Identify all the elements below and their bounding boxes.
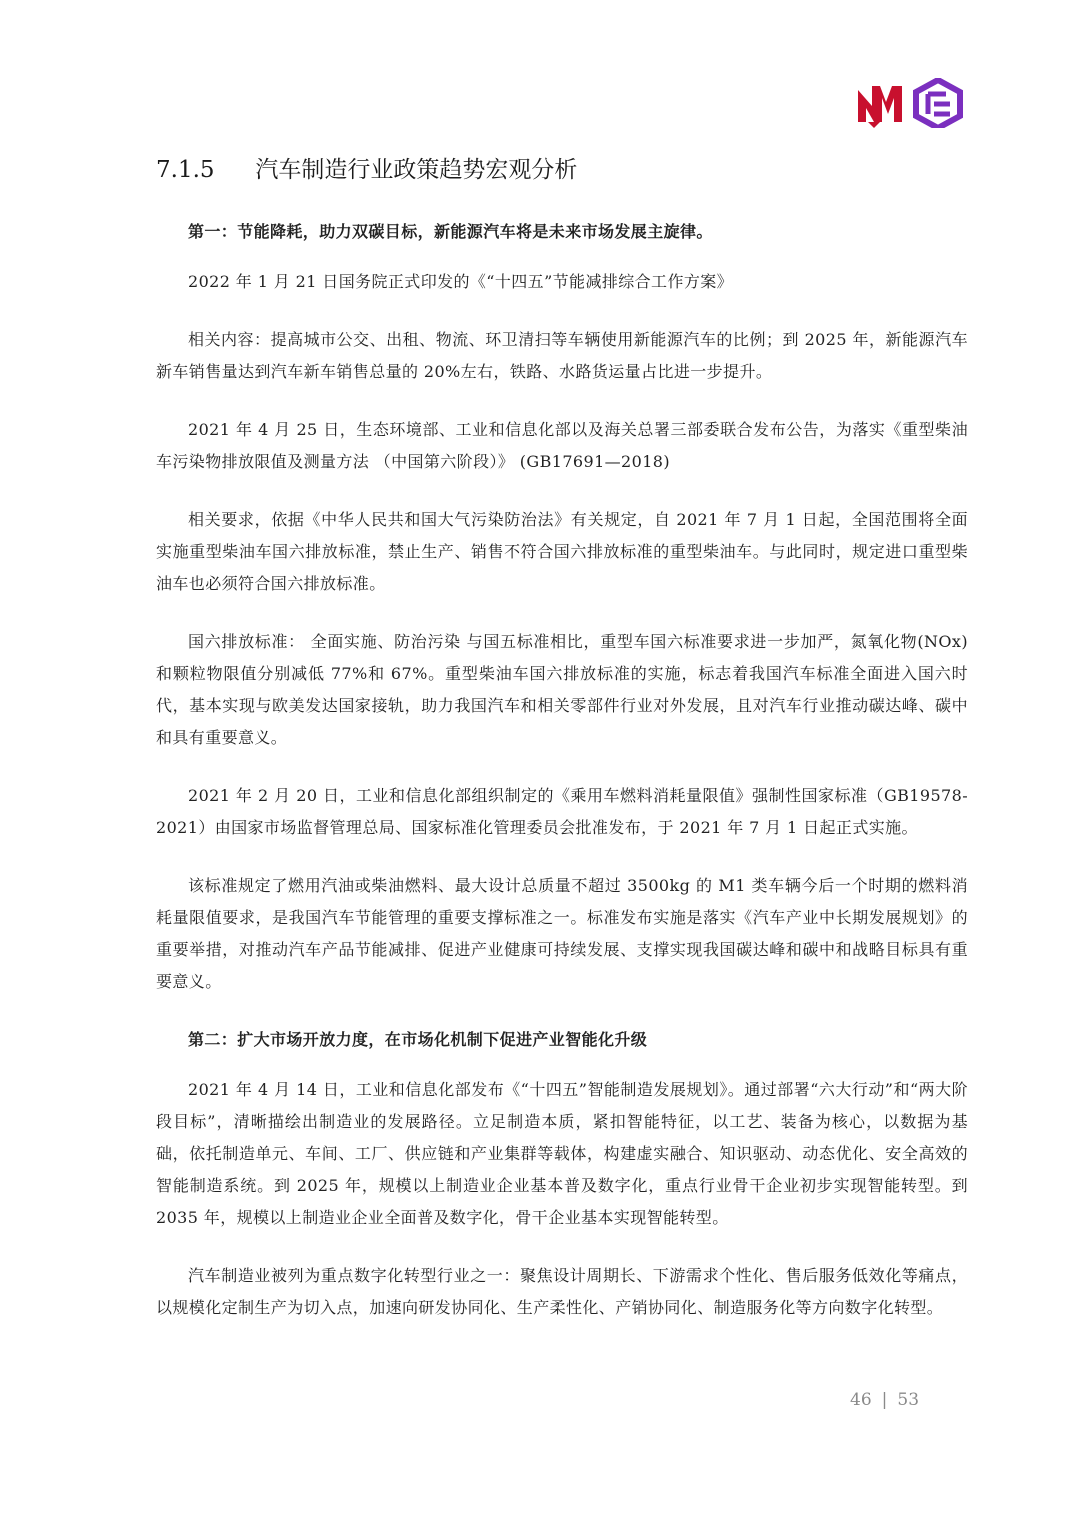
- section-number: 7.1.5: [156, 157, 215, 183]
- current-page: 46: [850, 1390, 872, 1410]
- paragraph-heading-1: 第一：节能降耗，助力双碳目标，新能源汽车将是未来市场发展主旋律。: [188, 222, 713, 241]
- document-body: [156, 216, 968, 1350]
- logo-red-mark: [858, 86, 902, 122]
- paragraph: 相关要求，依据《中华人民共和国大气污染防治法》有关规定，自 2021 年 7 月 1 日起，全国范围将全面实施重型柴油车国六排放标准，禁止生产、销售不符合国六排放标准的重型柴油车。与此同时，规定进口重型柴油车也必须符合国六排放标准。: [156, 510, 968, 593]
- paragraph: 该标准规定了燃用汽油或柴油燃料、最大设计总质量不超过 3500kg 的 M1 类车辆今后一个时期的燃料消耗量限值要求，是我国汽车节能管理的重要支撑标准之一。标准发布实施是落实《汽车产业中长期发展规划》的重要举措，对推动汽车产品节能减排、促进产业健康可持续发展、支撑实现我国碳达峰和碳中和战略目标具有重要意义。: [156, 876, 968, 991]
- paragraph: 国六排放标准： 全面实施、防治污染 与国五标准相比，重型车国六标准要求进一步加严，氮氧化物(NOx)和颗粒物限值分别减低 77%和 67%。重型柴油车国六排放标准的实施，标志着我国汽车标准全面进入国六时代，基本实现与欧美发达国家接轨，助力我国汽车和相关零部件行业对外发展，且对汽车行业推动碳达峰、碳中和具有重要意义。: [156, 632, 968, 747]
- paragraph: 2021 年 4 月 14 日，工业和信息化部发布《“十四五”智能制造发展规划》。通过部署“六大行动”和“两大阶段目标”，清晰描绘出制造业的发展路径。立足制造本质，紧扣智能特征，以工艺、装备为核心，以数据为基础，依托制造单元、车间、工厂、供应链和产业集群等载体，构建虚实融合、知识驱动、动态优化、安全高效的智能制造系统。到 2025 年，规模以上制造业企业基本普及数字化，重点行业骨干企业初步实现智能转型。到 2035 年，规模以上制造业企业全面普及数字化，骨干企业基本实现智能转型。: [156, 1080, 968, 1227]
- paragraph-heading-2: 第二：扩大市场开放力度，在市场化机制下促进产业智能化升级: [188, 1030, 648, 1049]
- paragraph: 汽车制造业被列为重点数字化转型行业之一：聚焦设计周期长、下游需求个性化、售后服务低效化等痛点，以规模化定制生产为切入点，加速向研发协同化、生产柔性化、产销协同化、制造服务化等方向数字化转型。: [156, 1266, 968, 1317]
- paragraph: 2021 年 4 月 25 日，生态环境部、工业和信息化部以及海关总署三部委联合发布公告，为落实《重型柴油车污染物排放限值及测量方法 （中国第六阶段）》 (GB17691—2018): [156, 420, 968, 471]
- section-heading: 汽车制造行业政策趋势宏观分析: [255, 157, 578, 183]
- brand-logo: [854, 78, 966, 128]
- paragraph: 相关内容：提高城市公交、出租、物流、环卫清扫等车辆使用新能源汽车的比例；到 2025 年，新能源汽车新车销售量达到汽车新车销售总量的 20%左右，铁路、水路货运量占比进一步提升。: [156, 330, 968, 381]
- total-pages: 53: [897, 1390, 920, 1410]
- section-title: [156, 152, 976, 188]
- page-number: [850, 1390, 970, 1410]
- paragraph: 2022 年 1 月 21 日国务院正式印发的《“十四五”节能减排综合工作方案》: [188, 272, 734, 291]
- paragraph: 2021 年 2 月 20 日，工业和信息化部组织制定的《乘用车燃料消耗量限值》强制性国家标准（GB19578-2021）由国家市场监督管理总局、国家标准化管理委员会批准发布，于 2021 年 7 月 1 日起正式实施。: [156, 786, 968, 837]
- page-separator: |: [881, 1390, 888, 1410]
